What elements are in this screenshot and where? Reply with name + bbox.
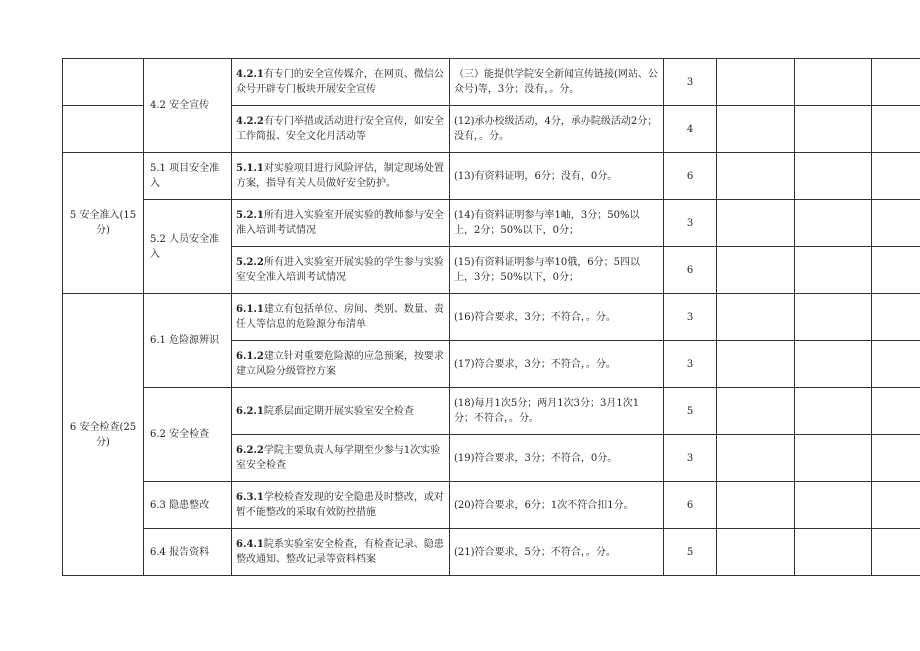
blank-cell [717,529,795,576]
blank-cell [872,435,920,482]
criteria-cell: （三）能提供学院安全新闻宣传链接(网站、公众号)等，3分；没有，。分。 [450,59,664,106]
table-row [63,59,920,106]
criteria-cell: (12)承办校级活动，4分，承办院级活动2分；没有，。分。 [450,106,664,153]
table-row [63,200,920,247]
score-cell: 6 [664,153,717,200]
score-cell: 4 [664,106,717,153]
item-code: 6.4.1 [236,539,264,550]
item-text: 所有进入实验室开展实验的学生参与实验室安全准入培训考试情况 [236,257,444,283]
subcategory-cell: 5.2 人员安全准入 [144,200,232,294]
item-code: 5.2.1 [236,210,264,221]
item-text: 有专门举措或活动进行安全宣传，如安全工作简报、安全文化月活动等 [236,116,444,142]
item-code: 4.2.2 [236,116,264,127]
item-cell [232,200,450,247]
blank-cell [795,482,872,529]
score-cell: 5 [664,388,717,435]
subcategory-cell: 6.3 隐患整改 [144,482,232,529]
item-code: 6.1.1 [236,304,264,315]
blank-cell [795,341,872,388]
blank-cell [717,153,795,200]
item-code: 6.3.1 [236,492,264,503]
table-row [63,388,920,435]
score-cell: 3 [664,59,717,106]
blank-cell [795,435,872,482]
item-cell [232,435,450,482]
blank-cell [872,341,920,388]
category-cell: 6 安全检查(25分) [63,294,144,576]
blank-cell [872,247,920,294]
table-row [63,294,920,341]
subcategory-cell: 4.2 安全宣传 [144,59,232,153]
blank-cell [795,106,872,153]
blank-cell [795,200,872,247]
item-text: 学校检查发现的安全隐患及时整改，或对暂不能整改的采取有效防控措施 [236,492,444,518]
subcategory-cell: 6.4 报告资料 [144,529,232,576]
blank-cell [717,294,795,341]
blank-cell [717,388,795,435]
score-cell: 3 [664,200,717,247]
item-cell [232,106,450,153]
item-text: 所有进入实验室开展实验的教师参与安全准入培训考试情况 [236,210,444,236]
blank-cell [872,153,920,200]
score-cell: 3 [664,341,717,388]
criteria-cell: (21)符合要求，5分；不符合，。分。 [450,529,664,576]
subcategory-cell: 6.1 危险源辨识 [144,294,232,388]
blank-cell [872,59,920,106]
blank-cell [795,294,872,341]
category-cell [63,59,144,106]
item-text: 建立针对重要危险源的应急预案，按要求建立风险分级管控方案 [236,351,444,377]
item-text: 院系层面定期开展实验室安全检查 [263,405,414,417]
item-text: 有专门的安全宣传媒介，在网页、微信公众号开辟专门板块开展安全宣传 [236,69,444,95]
blank-cell [795,388,872,435]
blank-cell [717,247,795,294]
blank-cell [795,153,872,200]
blank-cell [795,59,872,106]
blank-cell [717,106,795,153]
criteria-cell: (19)符合要求，3分；不符合，0分。 [450,435,664,482]
item-text: 学院主要负责人每学期至少参与1次实验室安全检查 [236,445,441,471]
item-code: 5.2.2 [236,257,264,268]
blank-cell [717,59,795,106]
item-code: 6.2.2 [236,445,264,456]
blank-cell [872,529,920,576]
criteria-cell: (15)有资料证明参与率10俄，6分；5四以上，3分；50%以下，0分； [450,247,664,294]
score-cell: 6 [664,247,717,294]
item-cell [232,247,450,294]
criteria-cell: (18)每月1次5分；两月1次3分；3月1次1分；不符合，。分。 [450,388,664,435]
item-code: 5.1.1 [236,163,264,174]
category-cell [63,106,144,153]
criteria-cell: (13)有资料证明，6分；没有，0分。 [450,153,664,200]
blank-cell [872,106,920,153]
evaluation-table [62,58,920,576]
item-cell [232,153,450,200]
score-cell: 5 [664,529,717,576]
blank-cell [717,200,795,247]
blank-cell [795,247,872,294]
item-cell [232,341,450,388]
item-code: 4.2.1 [236,69,264,80]
blank-cell [872,388,920,435]
item-text: 院系实验室安全检查，有检查记录、隐患整改通知、整改记录等资料档案 [236,539,444,565]
blank-cell [717,435,795,482]
criteria-cell: (14)有资料证明参与率1岫，3分；50%以上，2分；50%以下，0分； [450,200,664,247]
score-cell: 6 [664,482,717,529]
item-code: 6.1.2 [236,351,264,362]
criteria-cell: (17)符合要求，3分；不符合，。分。 [450,341,664,388]
item-cell [232,529,450,576]
score-cell: 3 [664,294,717,341]
item-cell [232,59,450,106]
blank-cell [717,482,795,529]
table-row [63,482,920,529]
item-text: 对实验项目进行风险评估，制定现场处置方案，指导有关人员做好安全防护。 [236,163,444,189]
blank-cell [872,200,920,247]
item-cell [232,388,450,435]
item-cell [232,482,450,529]
subcategory-cell: 6.2 安全检查 [144,388,232,482]
category-cell: 5 安全准入(15分) [63,153,144,294]
item-code: 6.2.1 [236,405,264,417]
subcategory-cell: 5.1 项目安全准入 [144,153,232,200]
criteria-cell: (20)符合要求，6分；1次不符合扣1分。 [450,482,664,529]
criteria-cell: (16)符合要求，3分；不符合，。分。 [450,294,664,341]
blank-cell [872,294,920,341]
score-cell: 3 [664,435,717,482]
item-text: 建立有包括单位、房间、类别、数量、责任人等信息的危险源分布清单 [236,304,444,330]
table-row [63,153,920,200]
table-row [63,529,920,576]
blank-cell [717,341,795,388]
item-cell [232,294,450,341]
blank-cell [795,529,872,576]
blank-cell [872,482,920,529]
